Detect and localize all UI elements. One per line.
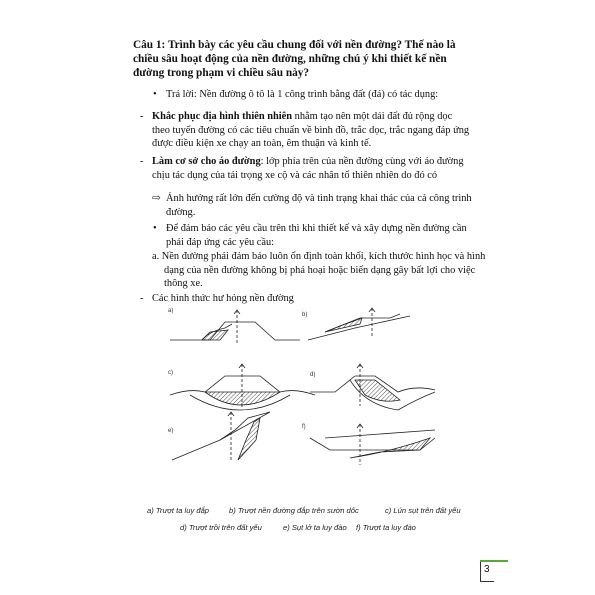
list-item-pavement-base-title: Làm cơ sở cho áo đường [152,156,261,167]
answer-intro: Trả lời: Nền đường ô tô là 1 công trình bằng đất (đá) có tác dụng: [166,89,439,100]
list-item-pavement-base-text: : lớp phía trên của nền đường cùng với áo đường chịu tác dụng của tải trọng xe cộ và các nhân tố thiên nhiên do đó có [152,156,464,181]
bullet-marker: • [153,223,157,234]
arrow-item: Ảnh hưởng rất lớn đến cường độ và tình trạng khai thác của cả công trình đường. [166,193,472,218]
diagram-e-label: e) [168,428,174,434]
requirements-intro: Để đảm bảo các yêu cầu trên thì khi thiết kế và xây dựng nền đường cần phải đáp ứng các yêu cầu: [166,223,467,248]
diagram-a [170,310,300,344]
diagram-b-label: b) [302,312,308,318]
diagram-c [170,364,315,410]
list-item-terrain-text: nhằm tạo nên một dải đất đủ rộng dọc theo tuyến đường có các tiêu chuẩn về bình đồ, trắc dọc, trắc ngang đáp ứng được điều kiện xe chạy an toàn, êm thuận và kinh tế. [152,111,470,150]
diagram-f [310,424,435,465]
page-number-text: 3 [484,564,490,575]
caption-c: c) Lún sụt trên đất yếu [385,506,461,515]
damage-forms-figure [150,300,450,480]
page-number [480,562,494,582]
caption-d: d) Trượt trồi trên đất yếu [180,523,262,532]
diagram-d-label: d) [310,372,316,378]
list-item-pavement-base [152,155,472,182]
damage-forms-heading: Các hình thức hư hỏng nền đường [152,293,294,304]
diagram-a-label: a) [168,308,174,314]
caption-b: b) Trượt nền đường đắp trên sườn dốc [229,506,359,515]
dash-marker: - [140,293,144,304]
caption-e: e) Sụt lở ta luy đào [283,523,347,532]
list-item-terrain-title: Khắc phục địa hình thiên nhiên [152,111,293,122]
diagram-b [308,308,410,340]
requirement-a: a. Nền đường phải đảm bảo luôn ổn định toàn khối, kích thước hình học và hình dạng của nền đường không bị phá hoại hoặc biến dạng gây bất lợi cho việc thông xe. [152,251,486,290]
diagram-d [310,364,435,410]
diagram-e [172,412,270,460]
list-item-terrain [152,110,472,151]
diagram-f-label: f) [302,424,306,430]
bullet-marker: • [153,89,157,100]
diagram-c-label: c) [168,370,173,376]
dash-marker: - [140,156,144,167]
caption-a: a) Trượt ta luy đắp [147,506,210,515]
dash-marker: - [140,111,144,122]
arrow-icon: ⇨ [152,193,161,204]
caption-f: f) Trượt ta luy đào [356,523,416,532]
question-heading: Câu 1: Trình bày các yêu cầu chung đối với nền đường? Thế nào là chiều sâu hoạt động của nền đường, những chú ý khi thiết kế nền đường trong phạm vi chiều sâu này? [133,39,456,80]
